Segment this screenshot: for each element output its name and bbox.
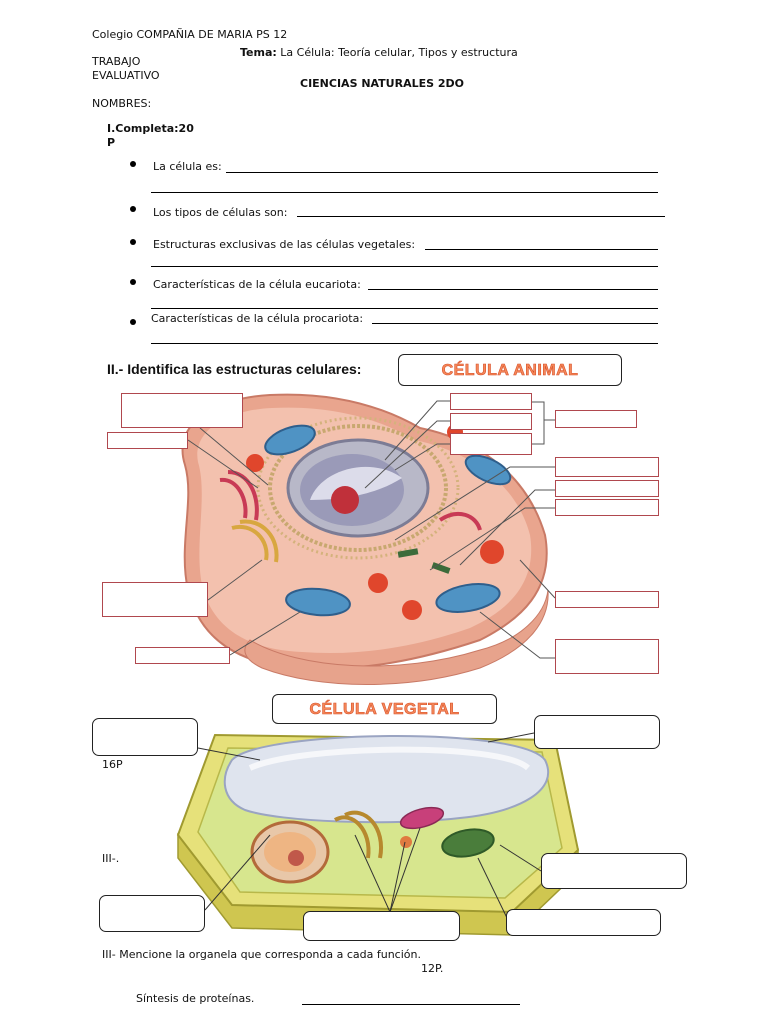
section3-instruction: III- Mencione la organela que corresponda a cada función. xyxy=(102,948,421,961)
topic-text: La Célula: Teoría celular, Tipos y estructura xyxy=(276,46,518,59)
section2-points: 16P xyxy=(102,758,123,771)
function-label: Síntesis de proteínas. xyxy=(136,992,255,1005)
plant-label-box[interactable] xyxy=(99,895,205,932)
section3-marker: III-. xyxy=(102,852,120,865)
section1-title-points: P xyxy=(107,136,116,149)
topic-label: Tema: xyxy=(240,46,277,59)
plant-label-box[interactable] xyxy=(506,909,661,936)
function-answer-line[interactable] xyxy=(302,1004,520,1005)
q2-label: Los tipos de células son: xyxy=(153,206,288,219)
school-name: Colegio COMPAÑIA DE MARIA PS 12 xyxy=(92,28,288,41)
doc-type-line2: EVALUATIVO xyxy=(92,69,160,82)
plant-label-box[interactable] xyxy=(541,853,687,889)
q1-label: La célula es: xyxy=(153,160,222,173)
names-label: NOMBRES: xyxy=(92,97,152,110)
section2-title: II.- Identifica las estructuras celulares: xyxy=(107,361,362,377)
section3-points: 12P. xyxy=(421,962,444,975)
subject-title: CIENCIAS NATURALES 2DO xyxy=(300,77,465,90)
plant-label-box[interactable] xyxy=(92,718,198,756)
animal-cell-title: CÉLULA ANIMAL xyxy=(398,354,622,386)
plant-label-box[interactable] xyxy=(303,911,460,941)
q5-label: Características de la célula procariota: xyxy=(151,312,364,325)
plant-label-box[interactable] xyxy=(534,715,660,749)
section1-title: I.Completa:20 xyxy=(107,122,194,135)
q3-label: Estructuras exclusivas de las células vegetales: xyxy=(153,238,416,251)
q4-label: Características de la célula eucariota: xyxy=(153,278,361,291)
plant-cell-title: CÉLULA VEGETAL xyxy=(272,694,497,724)
doc-type-line1: TRABAJO xyxy=(92,55,141,68)
